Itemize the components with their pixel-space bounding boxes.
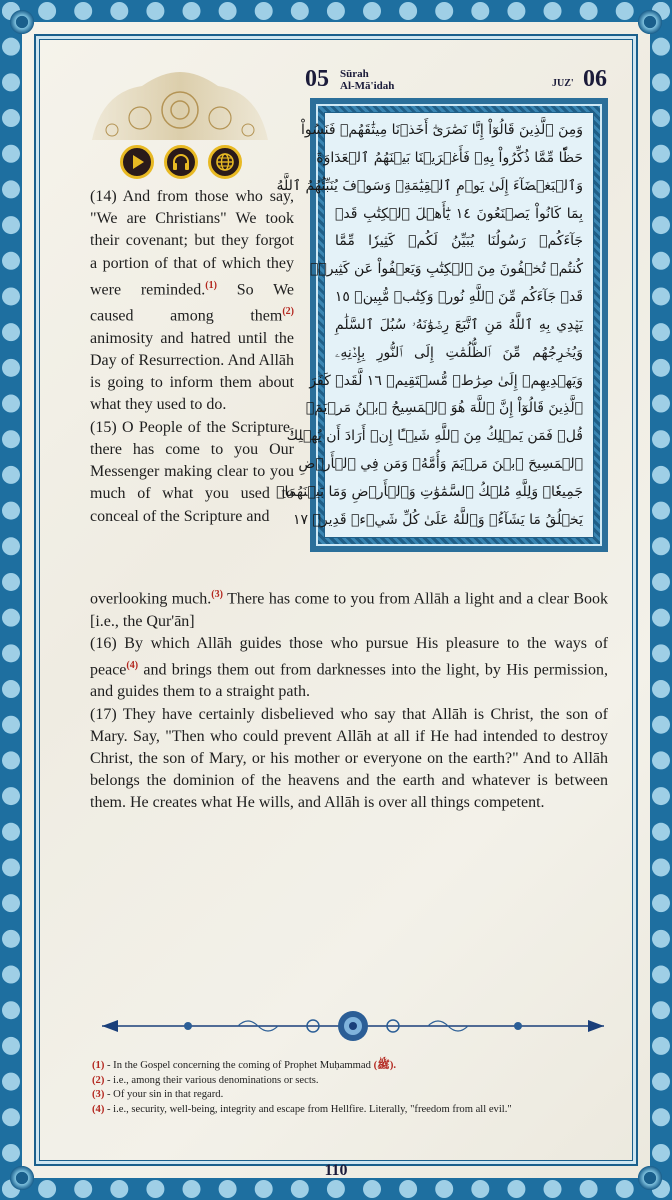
listen-button[interactable] <box>164 145 198 179</box>
arabic-line: جَمِيعٗاۗ وَلِلَّهِ مُلۡكُ ٱلسَّمَٰوَٰتِ وَٱلۡأَرۡضِ وَمَا بَيۡنَهُمَاۚ <box>276 483 583 500</box>
arabic-line: جَآءَكُمۡ رَسُولُنَا يُبَيِّنُ لَكُمۡ كَثِيرٗا مِّمَّا <box>335 233 583 250</box>
verse-15-continued: overlooking much.$^{(3)}$ There has come to you from Allāh a light and a clear Book [i.e., the Qur'ān] <box>90 589 609 630</box>
arabic-line: قُلۡ فَمَن يَمۡلِكُ مِنَ ٱللَّهِ شَيۡـًٔا إِنۡ أَرَادَ أَن يُهۡلِكَ <box>286 428 583 445</box>
arabic-line: حَظّٗا مِّمَّا ذُكِّرُواْ بِهِۦ فَأَغۡرَيۡنَا بَيۡنَهُمُ ٱلۡعَدَاوَةَ <box>316 149 583 166</box>
verse-15: (15) O People of the Scripture, there has come to you Our Messenger making clear to you much of what you used to conceal of the Scripture and <box>90 418 294 525</box>
footnote-number: (4) <box>92 1103 105 1115</box>
verse-14: (14) And from those who say, "We are Christians" We took their covenant; but they forgot a portion of that of which they were reminded.$^{(1)}$ So We caused among them$^{(2)}$ animosity and hatred until the Day of Resurrection. And Allāh is going to inform them about what they used to do. <box>90 188 295 414</box>
footnote-item: (2) - i.e., among their various denominations or sects. <box>92 1074 319 1086</box>
language-button[interactable] <box>208 145 242 179</box>
footnote-number: (3) <box>92 1089 105 1100</box>
juz-number: 06 <box>583 66 607 92</box>
arabic-line: يَخۡلُقُ مَا يَشَآءُۚ وَٱللَّهُ عَلَىٰ كُلِّ شَيۡءٖ قَدِيرٞ ١٧ <box>292 511 583 528</box>
verse-17: (17) They have certainly disbelieved who say that Allāh is Christ, the son of Mary. Say, "Then who could prevent Allāh at all if He had intended to destroy Christ, the son of Mary, or his mother or everyone on the earth?" And to Allāh belongs the dominion of the heavens and the earth and whatever is between them. He creates what He wills, and Allāh is over all things competent. <box>90 705 608 812</box>
arabic-line: كُنتُمۡ تُخۡفُونَ مِنَ ٱلۡكِتَٰبِ وَيَعۡفُواْ عَن كَثِيرٖۚ <box>309 261 583 278</box>
arabic-line: ٱلَّذِينَ قَالُوٓاْ إِنَّ ٱللَّهَ هُوَ ٱلۡمَسِيحُ ٱبۡنُ مَرۡيَمَۚ <box>305 400 583 417</box>
surah-label-name: Al-Mā'idah <box>340 80 395 92</box>
footnote-item: (3) - Of your sin in that regard. <box>92 1089 224 1100</box>
arabic-line: ٱلۡمَسِيحَ ٱبۡنَ مَرۡيَمَ وَأُمَّهُۥ وَمَن فِي ٱلۡأَرۡضِ <box>298 456 583 473</box>
arabic-line: وَٱلۡبَغۡضَآءَ إِلَىٰ يَوۡمِ ٱلۡقِيَٰمَةِۚ وَسَوۡفَ يُنَبِّئُهُمُ ٱللَّهُ <box>276 177 583 194</box>
play-icon <box>127 152 147 172</box>
arabic-line: وَيَهۡدِيهِمۡ إِلَىٰ صِرَٰطٖ مُّسۡتَقِيمٖ ١٦ لَّقَدۡ كَفَرَ <box>309 372 583 389</box>
play-button[interactable] <box>120 145 154 179</box>
surah-name <box>340 68 394 92</box>
headphones-icon <box>171 152 191 172</box>
verse-16: (16) By which Allāh guides those who pursue His pleasure to the ways of peace$^{(4)}$ and brings them out from darknesses into the light, by His permission, and guides them to a straight path. <box>90 634 608 701</box>
corner-ornament <box>636 8 664 36</box>
footnote-item: (4) - i.e., security, well-being, integrity and escape from Hellfire. Literally, "freedom from all evil." <box>92 1103 512 1115</box>
footnote-item: (1) - In the Gospel concerning the coming of Prophet Muḥammad (ﷺ). <box>92 1060 397 1071</box>
surah-number: 05 <box>305 66 329 92</box>
footnote-number: (2) <box>92 1074 105 1086</box>
footnote-number: (1) <box>92 1060 105 1071</box>
mushaf-page-image <box>276 98 608 552</box>
mushaf-border <box>276 104 602 546</box>
footnote-marker[interactable]: (4) <box>126 659 139 671</box>
surah-label-prefix: Sūrah <box>340 68 369 80</box>
header-ornament-icon <box>92 72 268 140</box>
arabic-line: قَدۡ جَآءَكُم مِّنَ ٱللَّهِ نُورٞ وَكِتَٰبٞ مُّبِينٞ ١٥ <box>334 289 583 306</box>
footnote-marker[interactable]: (3) <box>211 589 223 600</box>
arabic-line: وَمِنَ ٱلَّذِينَ قَالُوٓاْ إِنَّا نَصَٰرَىٰٓ أَخَذۡنَا مِيثَٰقَهُمۡ فَنَسُواْ <box>301 122 583 138</box>
footnotes <box>92 1059 612 1117</box>
arabic-line: يَهۡدِي بِهِ ٱللَّهُ مَنِ ٱتَّبَعَ رِضۡوَٰنَهُۥ سُبُلَ ٱلسَّلَٰمِ <box>335 316 583 333</box>
footnote-marker[interactable]: (1) <box>205 279 217 291</box>
corner-ornament <box>8 8 36 36</box>
divider-ornament-icon <box>98 1006 608 1046</box>
arabic-text-block <box>276 112 594 538</box>
globe-icon <box>215 152 235 172</box>
translation-column <box>90 186 294 528</box>
footnote-marker[interactable]: (2) <box>282 306 294 318</box>
arabic-line: بِمَا كَانُواْ يَصۡنَعُونَ ١٤ يَٰٓأَهۡلَ ٱلۡكِتَٰبِ قَدۡ <box>335 205 583 222</box>
juz-label: JUZ' <box>552 78 574 89</box>
translation-continued <box>90 584 608 815</box>
page-number: 110 <box>324 1162 348 1179</box>
arabic-line: وَيُخۡرِجُهُم مِّنَ ٱلظُّلُمَٰتِ إِلَى ٱلنُّورِ بِإِذۡنِهِۦ <box>335 344 583 361</box>
